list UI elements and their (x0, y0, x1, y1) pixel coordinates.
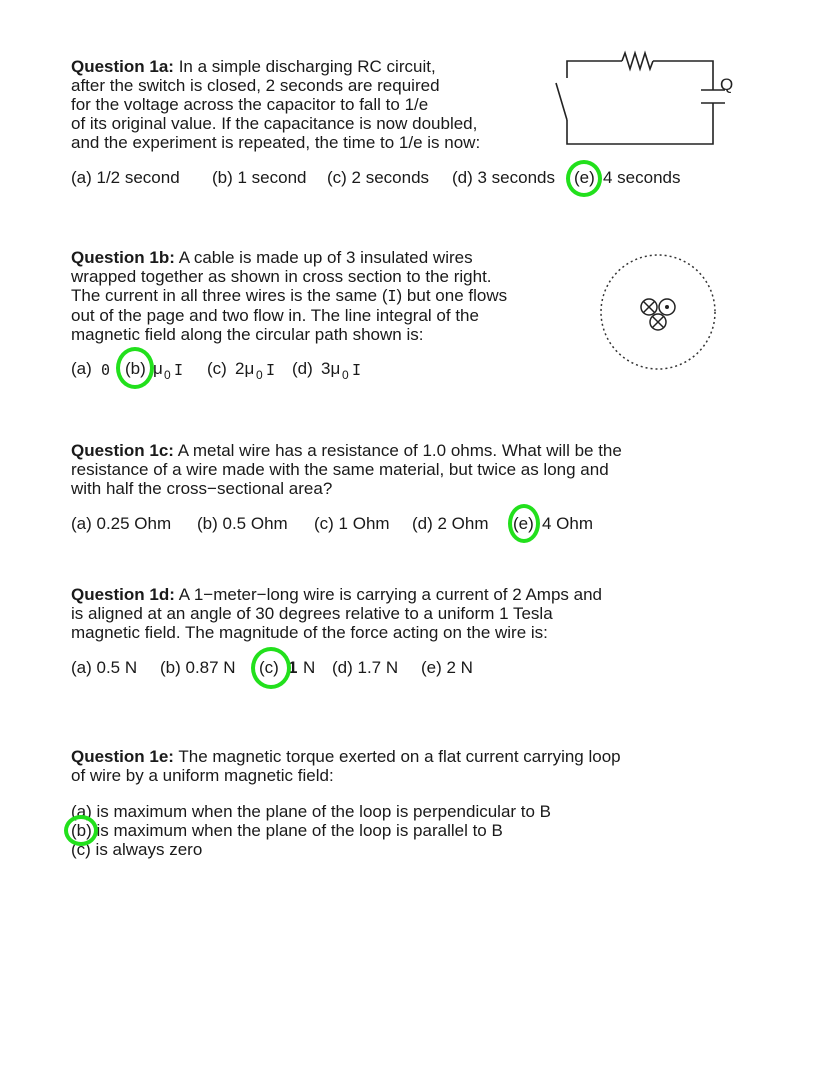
question-1b-text-3a: The current in all three wires is the same ( (71, 286, 388, 305)
question-1a-text-4: of its original value. If the capacitance is now doubled, (71, 114, 478, 133)
question-1c-label: Question 1c: (71, 441, 174, 460)
q1b-option-a[interactable]: (a) (71, 359, 92, 378)
question-1d-text-1: A 1−meter−long wire is carrying a current of 2 Amps and (174, 585, 603, 604)
q1c-option-c[interactable]: (c) 1 Ohm (314, 514, 390, 533)
question-1b-current-symbol: I (387, 287, 397, 305)
question-1c-text-1: A metal wire has a resistance of 1.0 ohms. What will be the (173, 441, 622, 460)
amperian-loop-path (601, 255, 715, 369)
capacitor-charge-label: Q (720, 75, 734, 94)
q1d-option-c[interactable]: (c) (259, 658, 279, 677)
question-1a (71, 57, 480, 152)
q1b-option-c-current: I (266, 361, 276, 379)
wire-out-of-page-icon (659, 299, 675, 315)
q1a-option-b[interactable]: (b) 1 second (212, 168, 307, 187)
question-1e (71, 747, 621, 785)
question-1b (71, 248, 507, 344)
question-1a-text-3: for the voltage across the capacitor to fall to 1/e (71, 95, 429, 114)
q1b-option-c-mu: 2μ (235, 359, 255, 378)
question-1d-text-3: magnetic field. The magnitude of the force acting on the wire is: (71, 623, 548, 642)
question-1e-text-2: of wire by a uniform magnetic field: (71, 766, 334, 785)
question-1a-label: Question 1a: (71, 57, 174, 76)
q1a-option-c[interactable]: (c) 2 seconds (327, 168, 430, 187)
q1c-option-b[interactable]: (b) 0.5 Ohm (197, 514, 288, 533)
q1c-option-d[interactable]: (d) 2 Ohm (412, 514, 489, 533)
q1b-option-c-sub: 0 (256, 368, 263, 382)
q1b-option-b-current: I (174, 361, 184, 379)
circuit-wire-left (567, 61, 622, 78)
question-1c-text-3: with half the cross−sectional area? (71, 479, 333, 498)
question-1b-text-1: A cable is made up of 3 insulated wires (174, 248, 473, 267)
question-1a-text-1: In a simple discharging RC circuit, (173, 57, 436, 76)
cable-cross-section-diagram (600, 254, 720, 372)
question-1b-label: Question 1b: (71, 248, 175, 267)
wire-into-page-icon-2 (650, 314, 666, 330)
q1e-option-c[interactable]: (c) is always zero (71, 840, 203, 859)
q1b-option-b[interactable]: (b) (125, 359, 146, 378)
q1c-option-a[interactable]: (a) 0.25 Ohm (71, 514, 172, 533)
circuit-wire-top-right (653, 61, 713, 90)
question-1c-text-2: resistance of a wire made with the same material, but twice as long and (71, 460, 609, 479)
q1c-answer-mark (508, 504, 540, 543)
q1d-option-b[interactable]: (b) 0.87 N (160, 658, 236, 677)
question-1b-text-4: out of the page and two flow in. The line integral of the (71, 306, 479, 325)
q1a-option-a[interactable]: (a) 1/2 second (71, 168, 180, 187)
q1b-option-b-mu: μ (153, 359, 163, 378)
q1b-option-a-value: 0 (101, 361, 111, 379)
question-1b-text-2: wrapped together as shown in cross section to the right. (71, 267, 492, 286)
question-1d-text-2: is aligned at an angle of 30 degrees relative to a uniform 1 Tesla (71, 604, 553, 623)
q1b-option-b-sub: 0 (164, 368, 171, 382)
wire-into-page-icon-1 (641, 299, 657, 315)
q1d-option-c-unit: N (303, 658, 316, 677)
q1d-option-d[interactable]: (d) 1.7 N (332, 658, 399, 677)
q1b-answer-mark (116, 347, 154, 389)
question-1e-text-1: The magnetic torque exerted on a flat current carrying loop (173, 747, 621, 766)
q1d-option-c-value: 1 (288, 658, 298, 677)
q1a-option-d[interactable]: (d) 3 seconds (452, 168, 555, 187)
question-1e-label: Question 1e: (71, 747, 174, 766)
q1b-option-d-current: I (352, 361, 362, 379)
question-1a-text-5: and the experiment is repeated, the time to 1/e is now: (71, 133, 481, 152)
question-1a-text-2: after the switch is closed, 2 seconds are required (71, 76, 440, 95)
q1d-answer-mark (251, 647, 291, 689)
q1e-option-b[interactable]: (b) is maximum when the plane of the loop is parallel to B (71, 821, 503, 840)
q1e-option-a[interactable]: (a) is maximum when the plane of the loop is perpendicular to B (71, 802, 552, 821)
q1b-option-d-mu: 3μ (321, 359, 341, 378)
question-1c (71, 441, 622, 498)
q1d-option-e[interactable]: (e) 2 N (421, 658, 473, 677)
rc-circuit-diagram (550, 45, 750, 155)
q1a-option-e-text: 4 seconds (603, 168, 681, 187)
q1d-option-a[interactable]: (a) 0.5 N (71, 658, 138, 677)
question-1d (71, 585, 602, 642)
q1b-option-c[interactable]: (c) (207, 359, 227, 378)
q1b-option-d[interactable]: (d) (292, 359, 313, 378)
q1e-answer-mark (64, 815, 98, 846)
switch-blade (556, 83, 567, 120)
q1b-option-d-sub: 0 (342, 368, 349, 382)
circuit-wire-bottom (567, 103, 713, 144)
q1a-answer-mark (566, 160, 602, 197)
question-1b-text-5: magnetic field along the circular path shown is: (71, 325, 424, 344)
question-1b-text-3b: ) but one flows (396, 286, 508, 305)
q1a-option-e[interactable]: (e) (574, 168, 595, 187)
q1c-option-e-text: 4 Ohm (542, 514, 594, 533)
resistor-zigzag (622, 53, 653, 69)
question-1d-label: Question 1d: (71, 585, 175, 604)
q1c-option-e[interactable]: (e) (513, 514, 534, 533)
